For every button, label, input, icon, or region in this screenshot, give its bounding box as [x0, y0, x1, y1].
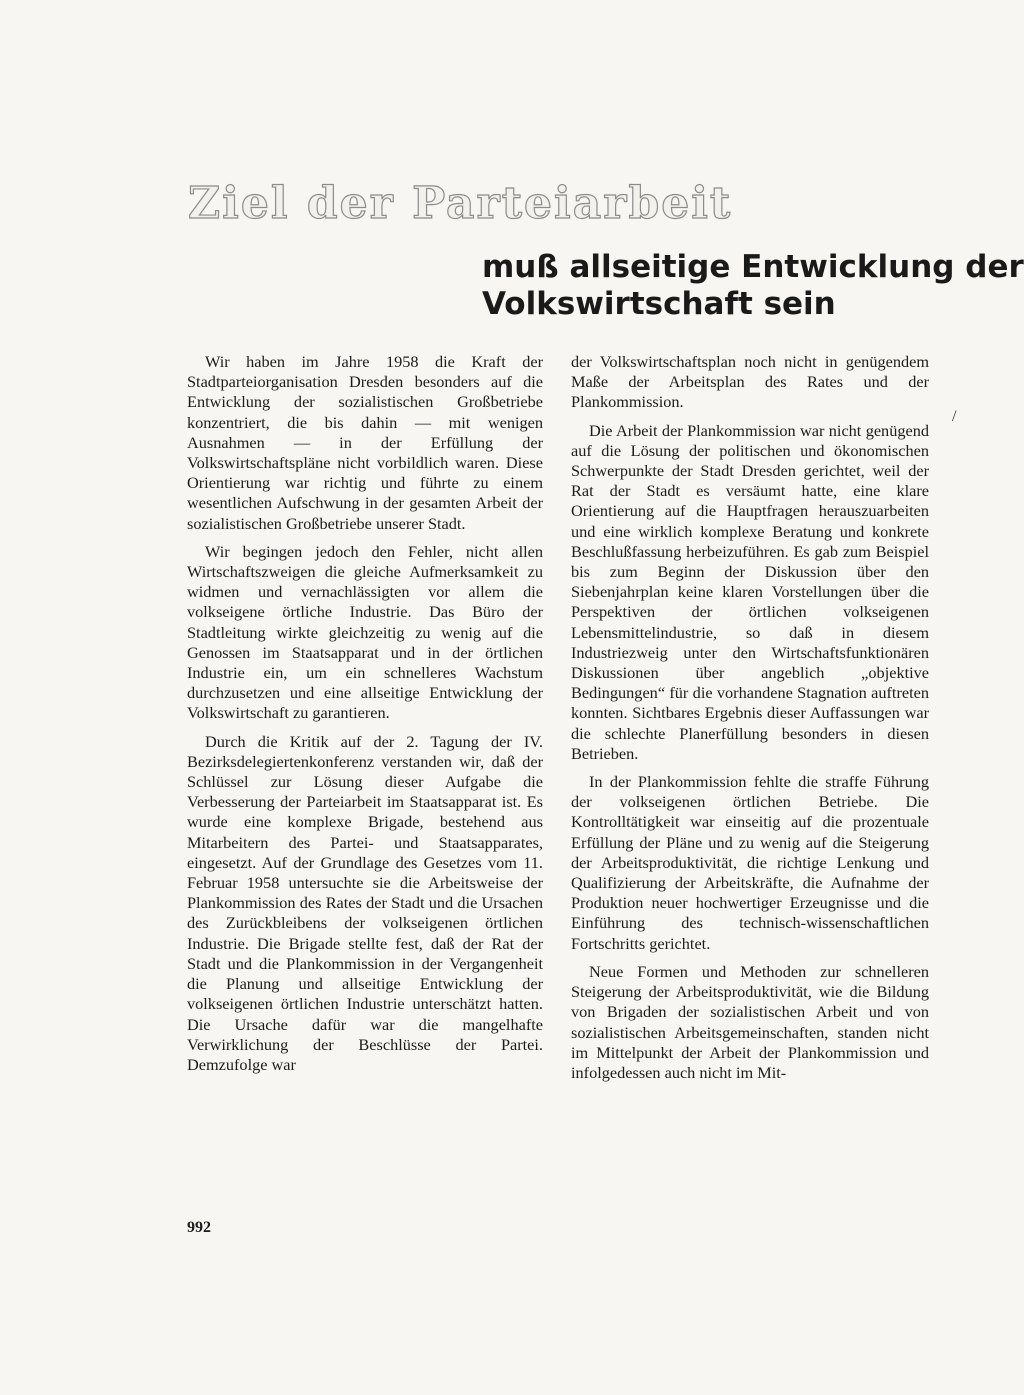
heading-bold-line-1: muß allseitige Entwicklung der: [482, 249, 1024, 285]
paragraph: Durch die Kritik auf der 2. Tagung der IV. Bezirksdelegiertenkonferenz verstanden wir, daß der Schlüssel zur Lösung dieser Aufgabe die Verbesserung der Parteiarbeit im Staatsapparat ist. Es wurde eine komplexe Brigade, bestehend aus Mitarbeitern des Partei- und Staatsapparates, eingesetzt. Auf der Grundlage des Gesetzes vom 11. Februar 1958 untersuchte sie die Arbeitsweise der Plankommission des Rates der Stadt und die Ursachen des Zurückbleibens der volkseigenen örtlichen Industrie. Die Brigade stellte fest, daß der Rat der Stadt und die Plankommission in der Vergangenheit die Planung und allseitige Entwicklung der volkseigenen örtlichen Industrie unterschätzt hatten. Die Ursache dafür war die mangelhafte Verwirklichung der Beschlüsse der Partei. Demzufolge war: [187, 731, 543, 1074]
paragraph: Wir begingen jedoch den Fehler, nicht allen Wirtschaftszweigen die gleiche Aufmerksamkeit zu widmen und vernachlässigten vor allem die volkseigene örtliche Industrie. Das Büro der Stadtleitung wirkte gleichzeitig zu wenig auf die Genossen im Staatsapparat und in der örtlichen Industrie ein, um ein schnelleres Wachstum durchzusetzen und eine allseitige Entwicklung der Volkswirtschaft zu garantieren.: [187, 541, 543, 723]
right-column: [571, 352, 929, 1091]
paragraph: der Volkswirtschaftsplan noch nicht in genügendem Maße der Arbeitsplan des Rates und der Plankommission.: [571, 352, 929, 412]
left-column: [187, 352, 543, 1083]
heading-outline-line: Ziel der Parteiarbeit: [188, 178, 733, 229]
margin-mark: /: [952, 408, 957, 425]
paragraph: Neue Formen und Methoden zur schnelleren Steigerung der Arbeitsproduktivität, wie die Bildung von Brigaden der sozialistischen Arbeit und von sozialistischen Arbeitsgemeinschaften, standen nicht im Mittelpunkt der Arbeit der Plankommission und infolgedessen auch nicht im Mit-: [571, 961, 929, 1082]
paragraph: In der Plankommission fehlte die straffe Führung der volkseigenen örtlichen Betriebe. Die Kontrolltätigkeit war einseitig auf die prozentuale Erfüllung der Pläne und zu wenig auf die Steigerung der Arbeitsproduktivität, die richtige Lenkung und Qualifizierung der Arbeitskräfte, die Aufnahme der Produktion neuer hochwertiger Erzeugnisse und die Einführung des technisch-wissenschaftlichen Fortschritts gerichtet.: [571, 772, 929, 953]
heading-bold-line-2: Volkswirtschaft sein: [482, 286, 836, 322]
page-number: 992: [187, 1219, 211, 1236]
paragraph: Wir haben im Jahre 1958 die Kraft der Stadtparteiorganisation Dresden besonders auf die Entwicklung der sozialistischen Großbetriebe konzentriert, die bis dahin — mit wenigen Ausnahmen — in der Erfüllung der Volkswirtschaftspläne nicht vorbildlich waren. Diese Orientierung war richtig und führte zu einem wesentlichen Aufschwung in der gesamten Arbeit der sozialistischen Großbetriebe unserer Stadt.: [187, 352, 543, 533]
paragraph: Die Arbeit der Plankommission war nicht genügend auf die Lösung der politischen und ökonomischen Schwerpunkte der Stadt Dresden gerichtet, weil der Rat der Stadt es versäumt hatte, eine klare Orientierung auf die Hauptfragen herauszuarbeiten und eine wirklich komplexe Beratung und konkrete Beschlußfassung herbeizuführen. Es gab zum Beispiel bis zum Beginn der Diskussion über den Siebenjahrplan keine klaren Vorstellungen über die Perspektiven der örtlichen volkseigenen Lebensmittelindustrie, so daß in diesem Industriezweig unter den Wirtschaftsfunktionären Diskussionen über angeblich „objektive Bedingungen“ für die vorhandene Stagnation auftreten konnten. Sichtbares Ergebnis dieser Auffassungen war die schlechte Planerfüllung besonders in diesen Betrieben.: [571, 420, 929, 763]
